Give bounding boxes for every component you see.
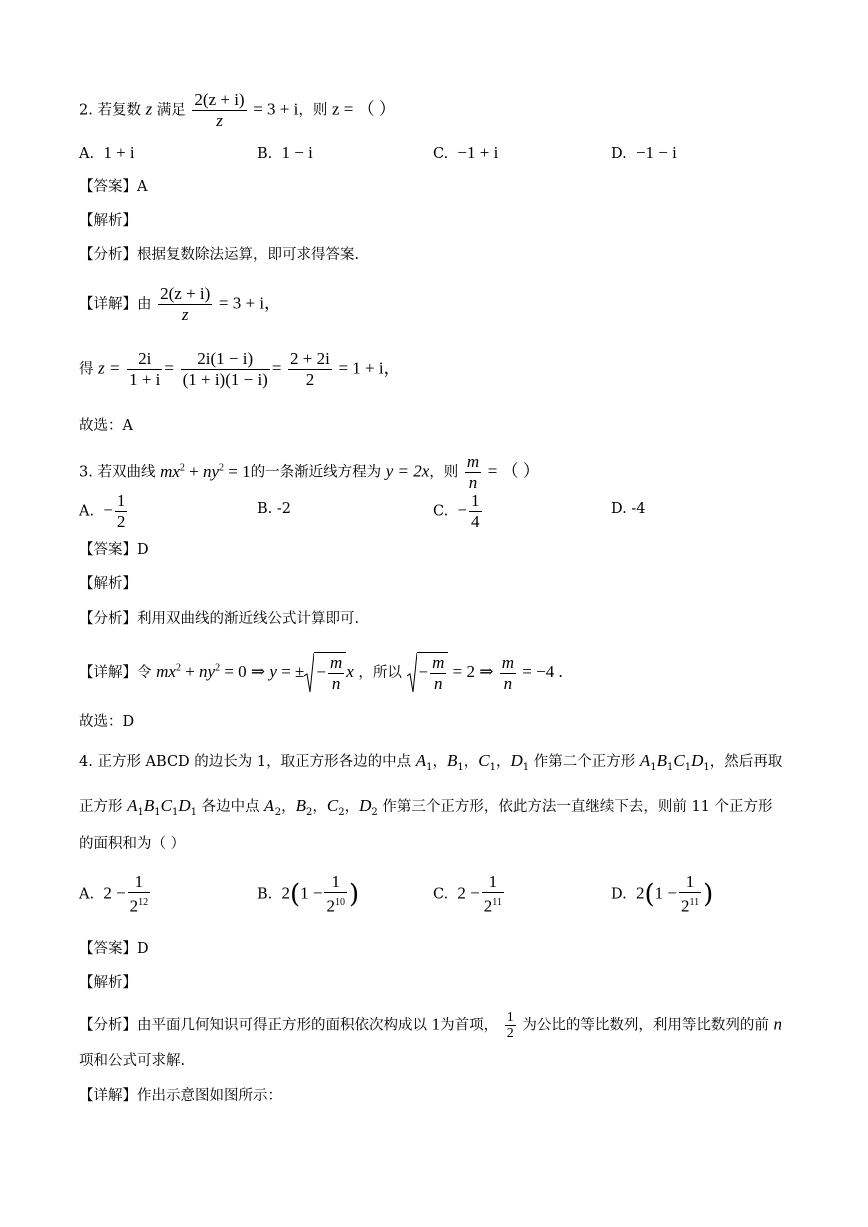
q4-fenxi-line2: 项和公式可求解. [79,1053,186,1069]
q2-step-frac3-den: 2 [305,370,315,389]
q2-step-frac3-num: 2 + 2i [290,349,330,368]
q4-option-c: C. 2 − $\frac{1}{2^{11}}$ [433,872,502,916]
q2-step-end: = 1 + i， [338,358,401,378]
q4-fenxi: 【分析】由平面几何知识可得正方形的面积依次构成以 1为首项， $\frac{1}{2}$ 为公比的等比数列，利用等比数列的前 n [79,1010,782,1041]
q2-step-frac1 [127,349,162,390]
q2-stem-prefix: 2. 若复数 [79,102,141,119]
q4-fenxi-a: 【分析】由平面几何知识可得正方形的面积依次构成以 [79,1017,427,1034]
q4-line1: 4. 正方形 ABCD 的边长为 1，取正方形各边的中点 $A_1$，$B_1$，$C_1$，$D_1$ 作第二个正方形 $A_1B_1C_1D_1$，然后再取 [79,751,783,773]
q2-step-label: 得 [79,361,94,378]
q2-step-frac3 [288,349,332,390]
q3-then: ，则 [429,464,459,481]
q4-fenxi-b: 为首项， [440,1017,499,1034]
q2-detail-label: 【详解】由 [79,296,152,313]
q2-answer: 【答案】A [79,179,148,195]
q2-then: ，则 [298,102,328,119]
q3-hyperbola-eq: $mx^2 + ny^2 = 1$ [160,461,251,481]
q2-step-z: z = [98,358,121,378]
q2-detail-num: 2(z + i) [160,284,211,303]
q2-step-frac2-den: (1 + i)(1 − i) [182,370,268,389]
q3-ask-den: n [468,473,478,492]
q2-option-c: C. −1 + i [433,143,499,162]
q3-analysis: 【解析】 [79,576,137,592]
q4-line2-c: 作第三个正方形，依此方法一直继续下去，则前 11 个正方形 [382,799,773,815]
q3-sqrt1: − $\frac{m}{n}$ [304,652,346,694]
q3-asymptote: y = 2x [385,461,430,481]
q2-var: z [145,99,153,119]
q4-detail: 【详解】作出示意图如图所示： [79,1088,282,1104]
q2-analysis: 【解析】 [79,213,137,229]
q3-sqrt2: − $\frac{m}{n}$ [407,652,449,694]
q4-option-a: A. 2 − $\frac{1}{2^{12}}$ [79,872,149,916]
q3-ask-num: m [466,452,480,471]
q4-line2: 正方形 $A_1B_1C_1D_1$ 各边中点 $A_2$，$B_2$，$C_2$，$D_2$ 作第三个正方形，依此方法一直继续下去，则前 11 个正方形 [79,796,773,818]
q3-option-a: A. − $\frac{1}{2}$ [79,491,126,531]
q2-step-frac2-num: 2i(1 − i) [181,349,270,370]
q4-fenxi-c: 为公比的等比数列，利用等比数列的前 [522,1017,769,1034]
q2-choose: 故选：A [79,418,133,434]
q4-line1-text: 4. 正方形 ABCD 的边长为 1，取正方形各边的中点 [79,754,412,770]
q3-answer: 【答案】D [79,542,149,558]
q3-detail: 【详解】令 $mx^2 + ny^2 = 0$ ⇒ y = ± − $\frac{m}{n}$ x ，所以 − $\frac{m}{n}$ = 2 ⇒ $\frac{m}{n}$ = −4 . [79,652,563,693]
q4-line1-b: 作第二个正方形 [533,754,636,770]
q4-line2-a: 正方形 [79,799,123,815]
q4-option-d: D. 2(1 − $\frac{1}{2^{11}}$ ) [611,872,714,916]
q3-ask-fraction [465,452,481,493]
q3-stem-mid: 的一条渐近线方程为 [250,464,382,481]
q4-line2-b: 各边中点 [201,799,260,815]
q2-frac-den: z [216,111,223,130]
q2-step: 得 z = $\frac{2i}{1 + i}$ = $\frac{2i(1 - i)}{(1 + i)(1 - i)}$ = $\frac{2 + 2i}{2}$ = 1 + i， [79,349,401,389]
q2-detail-den: z [181,305,189,324]
q2-eq-rhs: = 3 + i [253,99,299,119]
q2-satisfies: 满足 [156,102,186,119]
q2-stem [79,90,396,131]
q2-option-b: B. 1 − i [257,143,313,162]
q3-option-b: B. -2 [257,501,291,517]
q2-detail [79,284,281,325]
q4-analysis: 【解析】 [79,975,137,991]
q3-ask-end: = （ ） [487,461,540,481]
q4-line1-c: ，然后再取 [709,754,783,770]
q3-choose: 故选：D [79,714,135,730]
q2-step-frac1-num: 2i [127,349,162,370]
q2-fenxi: 【分析】根据复数除法运算，即可求得答案. [79,247,360,263]
q2-option-a: A. 1 + i [79,143,135,162]
q2-asks: z = （ ） [331,99,396,119]
q4-answer: 【答案】D [79,941,149,957]
q3-detail-mid: ，所以 [358,665,402,681]
q2-frac-num: 2(z + i) [194,90,245,109]
q3-fenxi: 【分析】利用双曲线的渐近线公式计算即可. [79,611,360,627]
q3-option-c: C. − $\frac{1}{4}$ [433,491,480,531]
q3-stem [79,452,540,493]
q3-stem-prefix: 3. 若双曲线 [79,464,156,481]
q2-detail-rhs: = 3 + i， [218,293,282,313]
q3-detail-math1: $mx^2 + ny^2 = 0$ ⇒ y = ± [156,662,305,681]
q3-detail-label: 【详解】令 [79,665,152,681]
q2-option-d: D. −1 − i [611,143,677,162]
q3-option-d: D. -4 [611,501,646,517]
q4-line3: 的面积和为（ ） [79,836,186,852]
q4-option-b: B. 2(1 − $\frac{1}{2^{10}}$ ) [257,872,360,916]
q2-detail-fraction [158,284,212,325]
q2-fraction [192,90,246,131]
q2-step-frac1-den: 1 + i [129,370,161,389]
q2-step-frac2 [181,349,270,390]
